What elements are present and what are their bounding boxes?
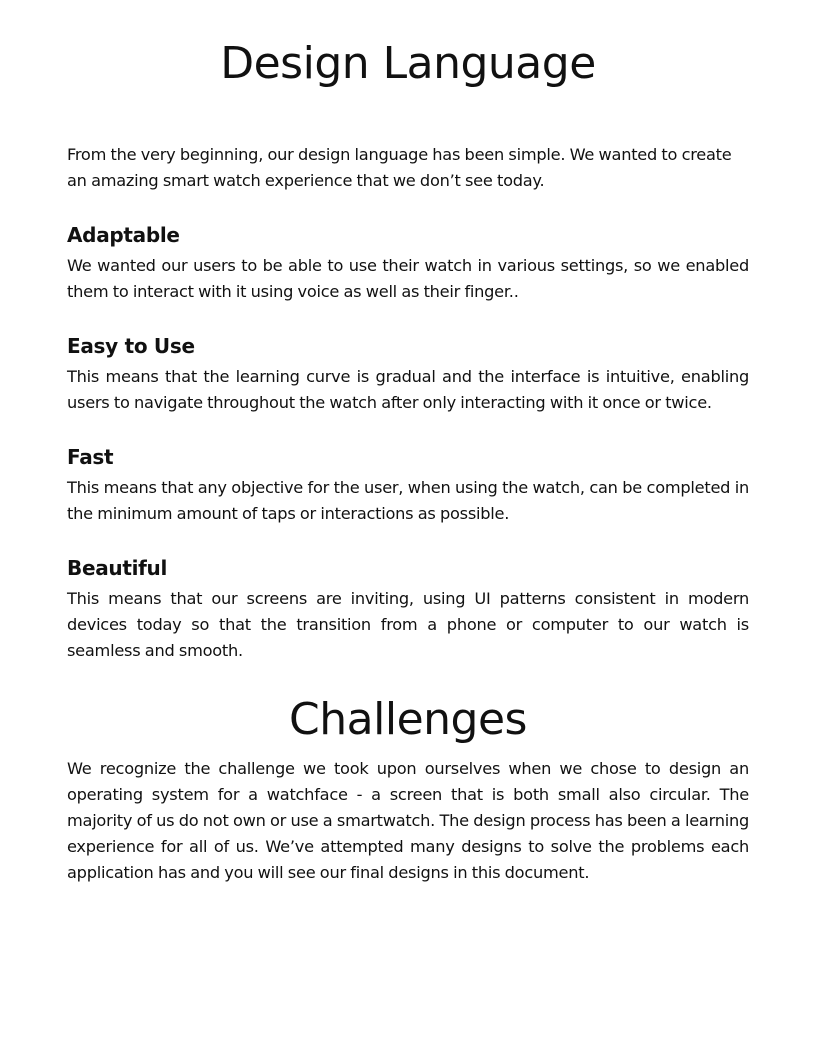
paragraph-adaptable: We wanted our users to be able to use their watch in various settings, so we enabled them to interact with it using voice as well as their finger.. xyxy=(67,256,749,301)
heading-fast: Fast xyxy=(67,445,114,469)
heading-adaptable: Adaptable xyxy=(67,223,180,247)
intro-paragraph: From the very beginning, our design language has been simple. We wanted to create an amazing smart watch experience that we don’t see today. xyxy=(67,145,732,190)
page-title-challenges: Challenges xyxy=(289,694,527,745)
paragraph-fast: This means that any objective for the user, when using the watch, can be completed in the minimum amount of taps or interactions as possible. xyxy=(67,478,749,523)
paragraph-challenges: We recognize the challenge we took upon ourselves when we chose to design an operating system for a watchface - a screen that is both small also circular. The majority of us do not own or use a smartwatch. The design process has been a learning experience for all of us. We’ve attempted many designs to solve the problems each application has and you will see our final designs in this document. xyxy=(67,759,749,882)
heading-beautiful: Beautiful xyxy=(67,556,168,580)
heading-easy-to-use: Easy to Use xyxy=(67,334,195,358)
paragraph-beautiful: This means that our screens are inviting, using UI patterns consistent in modern devices today so that the transition from a phone or computer to our watch is seamless and smooth. xyxy=(67,589,749,660)
paragraph-easy-to-use: This means that the learning curve is gradual and the interface is intuitive, enabling users to navigate throughout the watch after only interacting with it once or twice. xyxy=(67,367,749,412)
page-title-design-language: Design Language xyxy=(220,38,596,89)
